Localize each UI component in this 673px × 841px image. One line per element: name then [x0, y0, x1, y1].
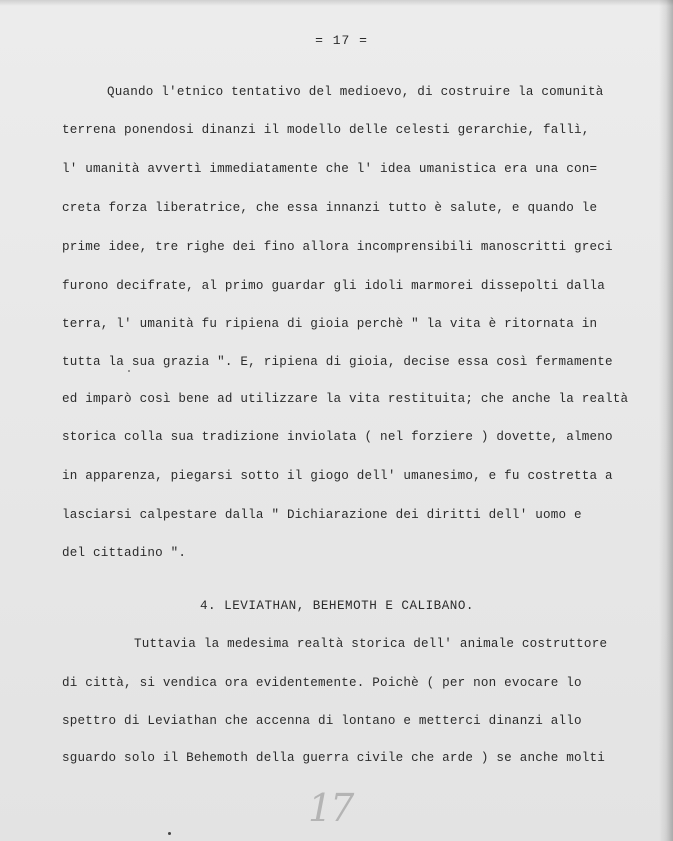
paragraph1-line: storica colla sua tradizione inviolata ( nel forziere ) dovette, almeno: [62, 430, 613, 444]
paragraph1-line: prime idee, tre righe dei fino allora incomprensibili manoscritti greci: [62, 240, 613, 254]
paragraph1-line: del cittadino ".: [62, 546, 187, 560]
paragraph2-line: sguardo solo il Behemoth della guerra civile che arde ) se anche molti: [62, 751, 606, 765]
paragraph1-line: in apparenza, piegarsi sotto il giogo dell' umanesimo, e fu costretta a: [62, 469, 613, 483]
paragraph1-line: ed imparò così bene ad utilizzare la vita restituita; che anche la realtà: [62, 392, 629, 406]
paper-right-edge: [659, 0, 673, 841]
paragraph1-line: terrena ponendosi dinanzi il modello delle celesti gerarchie, fallì,: [62, 123, 590, 137]
handwritten-folio-number: 17: [308, 786, 353, 830]
paragraph1-line: l' umanità avvertì immediatamente che l' idea umanistica era una con=: [62, 162, 598, 176]
paragraph1-line: tutta la sua grazia ". E, ripiena di gioia, decise essa così fermamente: [62, 355, 613, 369]
paragraph1-line: Quando l'etnico tentativo del medioevo, di costruire la comunità: [107, 85, 604, 99]
paragraph1-line: creta forza liberatrice, che essa innanzi tutto è salute, e quando le: [62, 201, 598, 215]
paragraph2-line: spettro di Leviathan che accenna di lontano e metterci dinanzi allo: [62, 714, 582, 728]
paragraph1-line: terra, l' umanità fu ripiena di gioia perchè " la vita è ritornata in: [62, 317, 598, 331]
paragraph1-line: furono decifrate, al primo guardar gli idoli marmorei dissepolti dalla: [62, 279, 606, 293]
section-heading: 4. LEVIATHAN, BEHEMOTH E CALIBANO.: [200, 599, 474, 613]
ink-speck: [128, 370, 130, 372]
paper-top-shadow: [0, 0, 673, 6]
paragraph1-line: lasciarsi calpestare dalla " Dichiarazione dei diritti dell' uomo e: [62, 508, 582, 522]
paragraph2-line: Tuttavia la medesima realtà storica dell' animale costruttore: [134, 637, 608, 651]
paragraph2-line: di città, si vendica ora evidentemente. Poichè ( per non evocare lo: [62, 676, 582, 690]
page-number: = 17 =: [315, 33, 368, 48]
ink-speck: [168, 832, 171, 835]
